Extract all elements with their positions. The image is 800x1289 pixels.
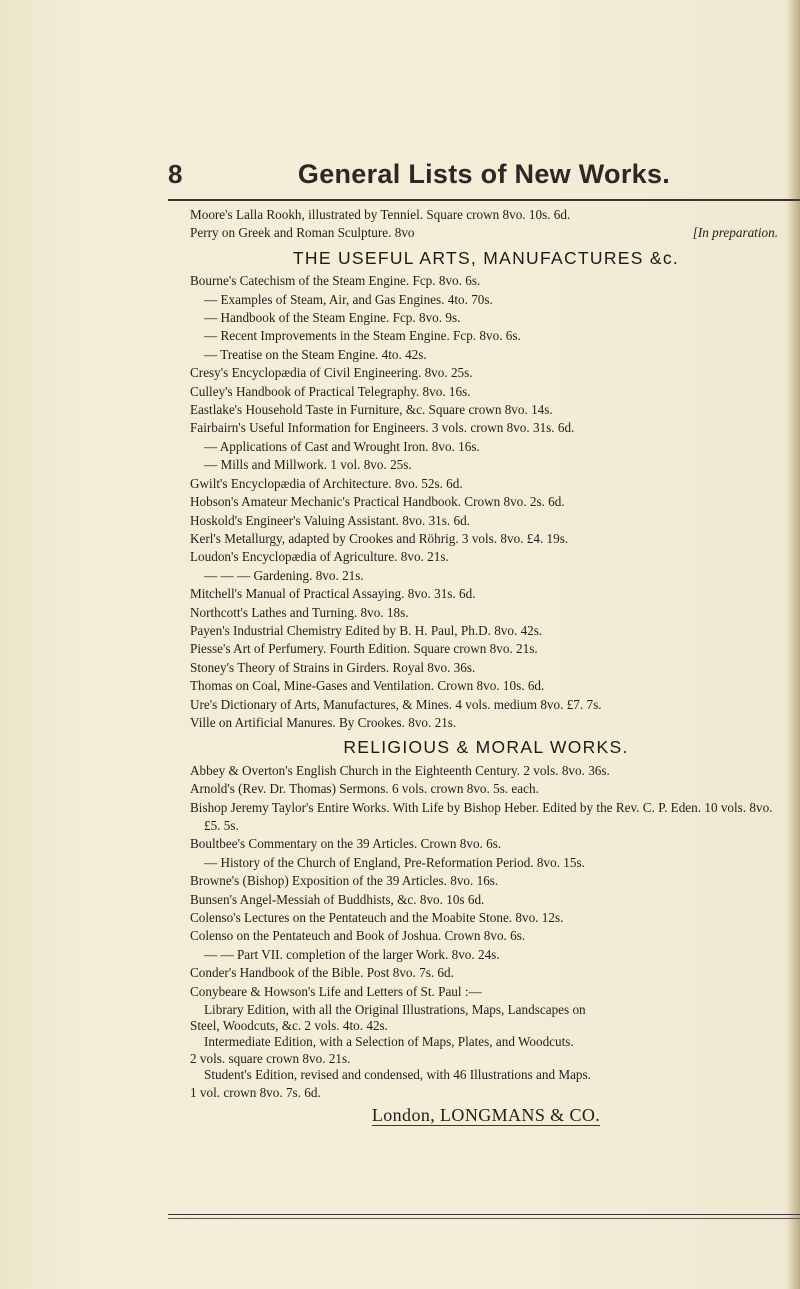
list-item: — Examples of Steam, Air, and Gas Engines. 4to. 70s.	[204, 291, 493, 307]
list-item: Colenso's Lectures on the Pentateuch and the Moabite Stone. 8vo. 12s.	[190, 910, 564, 926]
list-item: Conybeare & Howson's Life and Letters of St. Paul :—	[190, 983, 482, 999]
list-item: — Recent Improvements in the Steam Engine. Fcp. 8vo. 6s.	[204, 328, 521, 344]
list-item: Piesse's Art of Perfumery. Fourth Edition. Square crown 8vo. 21s.	[190, 641, 538, 657]
list-item: Abbey & Overton's English Church in the Eighteenth Century. 2 vols. 8vo. 36s.	[190, 762, 610, 778]
list-item: — Applications of Cast and Wrought Iron. 8vo. 16s.	[204, 438, 480, 454]
list-item: — History of the Church of England, Pre-Reformation Period. 8vo. 15s.	[204, 854, 585, 870]
list-item: Payen's Industrial Chemistry Edited by B. H. Paul, Ph.D. 8vo. 42s.	[190, 622, 543, 638]
list-item: Student's Edition, revised and condensed, with 46 Illustrations and Maps.	[204, 1066, 591, 1082]
list-item: Bishop Jeremy Taylor's Entire Works. With Life by Bishop Heber. Edited by the Rev. C. P. Eden. 10 vols. 8vo. £5. 5s.	[190, 799, 773, 833]
list-item: Cresy's Encyclopædia of Civil Engineering. 8vo. 25s.	[190, 365, 473, 381]
publisher-name: London, LONGMANS & CO.	[371, 1104, 601, 1125]
list-item: Northcott's Lathes and Turning. 8vo. 18s.	[190, 604, 409, 620]
list-item: Library Edition, with all the Original Illustrations, Maps, Landscapes on	[204, 1002, 586, 1018]
section-heading-religious: RELIGIOUS & MORAL WORKS.	[343, 737, 629, 758]
intro-entry-row	[190, 224, 782, 242]
header-rule	[168, 199, 800, 201]
list-item: Hobson's Amateur Mechanic's Practical Handbook. Crown 8vo. 2s. 6d.	[190, 494, 565, 510]
list-item: — Treatise on the Steam Engine. 4to. 42s.	[204, 346, 427, 362]
list-item: Thomas on Coal, Mine-Gases and Ventilation. Crown 8vo. 10s. 6d.	[190, 678, 545, 694]
list-item: 1 vol. crown 8vo. 7s. 6d.	[190, 1085, 321, 1101]
list-item: Boultbee's Commentary on the 39 Articles. Crown 8vo. 6s.	[190, 836, 502, 852]
preparation-note: [In preparation.	[692, 225, 778, 241]
section-heading-useful-arts: THE USEFUL ARTS, MANUFACTURES &c.	[292, 247, 680, 268]
list-item: Mitchell's Manual of Practical Assaying. 8vo. 31s. 6d.	[190, 586, 476, 602]
footer-rule	[168, 1214, 800, 1215]
publisher-imprint	[190, 1106, 782, 1126]
list-item: Loudon's Encyclopædia of Agriculture. 8vo. 21s.	[190, 549, 449, 565]
list-item: Colenso on the Pentateuch and Book of Joshua. Crown 8vo. 6s.	[190, 928, 526, 944]
list-item: Steel, Woodcuts, &c. 2 vols. 4to. 42s.	[190, 1018, 388, 1034]
list-item: — — — Gardening. 8vo. 21s.	[204, 567, 364, 583]
list-item: Bourne's Catechism of the Steam Engine. Fcp. 8vo. 6s.	[190, 273, 481, 289]
list-item: Gwilt's Encyclopædia of Architecture. 8vo. 52s. 6d.	[190, 475, 463, 491]
catalogue-listing	[190, 206, 782, 1126]
list-item: Ure's Dictionary of Arts, Manufactures, & Mines. 4 vols. medium 8vo. £7. 7s.	[190, 696, 602, 712]
list-item: Conder's Handbook of the Bible. Post 8vo. 7s. 6d.	[190, 965, 454, 981]
list-item: Intermediate Edition, with a Selection of Maps, Plates, and Woodcuts.	[204, 1034, 574, 1050]
list-item: Eastlake's Household Taste in Furniture, &c. Square crown 8vo. 14s.	[190, 402, 553, 418]
page-number: 8	[168, 159, 183, 189]
page-header	[168, 157, 800, 201]
intro-entry: Perry on Greek and Roman Sculpture. 8vo	[190, 225, 415, 241]
list-item: Browne's (Bishop) Exposition of the 39 Articles. 8vo. 16s.	[190, 873, 499, 889]
list-item: Culley's Handbook of Practical Telegraphy. 8vo. 16s.	[190, 383, 471, 399]
intro-entry: Moore's Lalla Rookh, illustrated by Tenniel. Square crown 8vo. 10s. 6d.	[190, 207, 571, 222]
list-item: Bunsen's Angel-Messiah of Buddhists, &c. 8vo. 10s 6d.	[190, 891, 485, 907]
list-item: 2 vols. square crown 8vo. 21s.	[190, 1050, 351, 1066]
list-item: Kerl's Metallurgy, adapted by Crookes and Röhrig. 3 vols. 8vo. £4. 19s.	[190, 530, 569, 546]
list-item: Arnold's (Rev. Dr. Thomas) Sermons. 6 vols. crown 8vo. 5s. each.	[190, 781, 539, 797]
footer-rule-secondary	[168, 1218, 800, 1219]
list-item: — Handbook of the Steam Engine. Fcp. 8vo. 9s.	[204, 310, 461, 326]
list-item: Hoskold's Engineer's Valuing Assistant. 8vo. 31s. 6d.	[190, 512, 470, 528]
list-item: — — Part VII. completion of the larger Work. 8vo. 24s.	[204, 946, 500, 962]
list-item: Fairbairn's Useful Information for Engineers. 3 vols. crown 8vo. 31s. 6d.	[190, 420, 575, 436]
list-item: Ville on Artificial Manures. By Crookes. 8vo. 21s.	[190, 714, 457, 730]
list-item: — Mills and Millwork. 1 vol. 8vo. 25s.	[204, 457, 412, 473]
running-title: General Lists of New Works.	[297, 159, 671, 189]
list-item: Stoney's Theory of Strains in Girders. Royal 8vo. 36s.	[190, 659, 476, 675]
